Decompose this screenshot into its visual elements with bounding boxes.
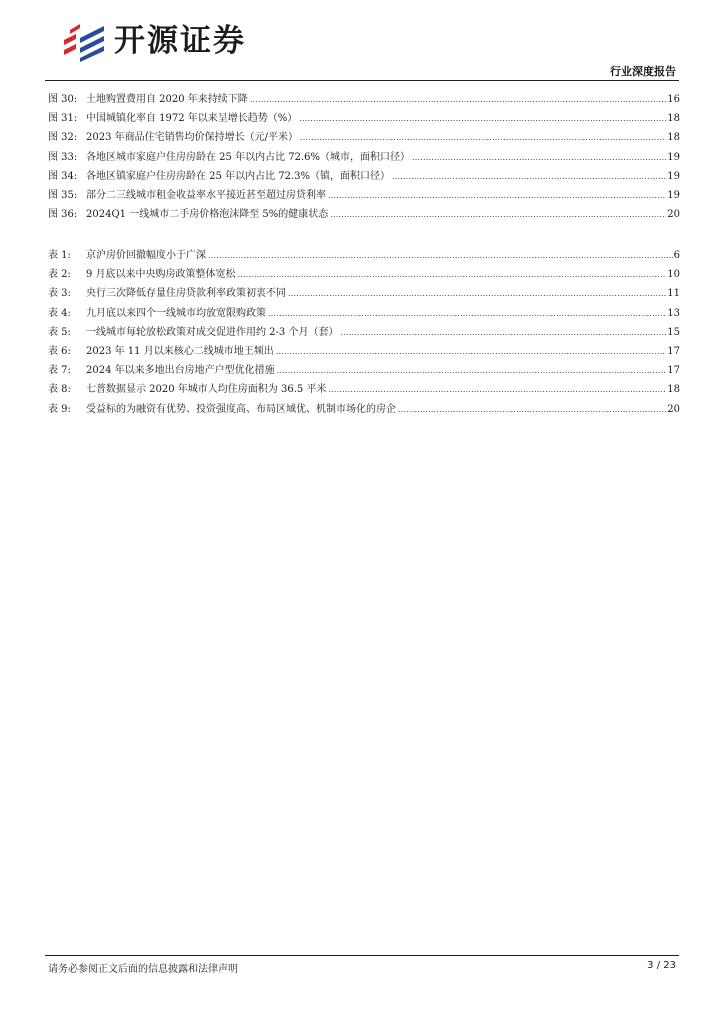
toc-entry-title: 2024Q1 一线城市二手房价格泡沫降至 5%的健康状态 bbox=[86, 209, 329, 221]
page-number: 3 / 23 bbox=[647, 960, 676, 971]
company-logo bbox=[60, 20, 246, 62]
toc-entry-page: 18 bbox=[667, 384, 680, 396]
toc-leader bbox=[268, 304, 666, 323]
toc-entry-page: 18 bbox=[667, 132, 680, 144]
toc-entry-title: 各地区镇家庭户住房房龄在 25 年以内占比 72.3%（镇，面积口径） bbox=[86, 170, 391, 182]
toc-entry[interactable] bbox=[48, 323, 680, 342]
toc-entry-label: 图 33: bbox=[48, 151, 78, 163]
toc-leader bbox=[238, 265, 667, 284]
toc-entry[interactable] bbox=[48, 186, 680, 205]
toc-entry[interactable] bbox=[48, 205, 680, 224]
toc-entry-label: 表 9: bbox=[48, 403, 71, 415]
toc-leader bbox=[392, 167, 666, 186]
toc-entry[interactable] bbox=[48, 109, 680, 128]
toc-leader bbox=[328, 186, 666, 205]
toc-entry-page: 16 bbox=[667, 94, 680, 105]
toc-entry-title: 受益标的为融资有优势、投资强度高、布局区域优、机制市场化的房企 bbox=[86, 403, 396, 415]
toc-entry-title: 9 月底以来中央购房政策整体宽松 bbox=[86, 269, 236, 281]
toc-entry-title: 2023 年 11 月以来核心二线城市地王频出 bbox=[86, 345, 274, 357]
toc-entry-page: 20 bbox=[667, 209, 680, 221]
toc-entry-label: 图 30: bbox=[48, 94, 78, 105]
toc-leader bbox=[277, 361, 667, 380]
toc-entry-page: 10 bbox=[667, 269, 680, 281]
toc-entry[interactable] bbox=[48, 342, 680, 361]
toc-entry-title: 七普数据显示 2020 年城市人均住房面积为 36.5 平米 bbox=[86, 384, 327, 396]
toc-entry-label: 图 35: bbox=[48, 189, 78, 201]
toc-leader bbox=[300, 128, 666, 147]
toc-leader bbox=[328, 380, 666, 399]
toc-leader bbox=[340, 323, 666, 342]
toc-entry-label: 表 8: bbox=[48, 384, 71, 396]
toc-entry-page: 13 bbox=[667, 307, 680, 319]
toc-leader bbox=[412, 148, 666, 167]
toc-entry[interactable] bbox=[48, 361, 680, 380]
toc-entry-title: 京沪房价回撤幅度小于广深 bbox=[86, 250, 206, 261]
report-type-label: 行业深度报告 bbox=[610, 65, 676, 78]
toc-entry-label: 图 32: bbox=[48, 132, 78, 144]
toc-entry[interactable] bbox=[48, 304, 680, 323]
toc-entry[interactable] bbox=[48, 400, 680, 419]
toc-entry-label: 图 36: bbox=[48, 209, 78, 221]
toc-entry-label: 表 3: bbox=[48, 288, 71, 300]
toc-entry-label: 图 31: bbox=[48, 113, 78, 125]
toc-entry-page: 20 bbox=[667, 403, 680, 415]
toc-entry-title: 一线城市每轮放松政策对成交促进作用约 2-3 个月（套） bbox=[86, 326, 339, 338]
toc-entry-page: 11 bbox=[667, 288, 680, 300]
toc-entry[interactable] bbox=[48, 284, 680, 303]
toc-entry-title: 部分二三线城市租金收益率水平接近甚至超过房贷利率 bbox=[86, 189, 326, 201]
toc-entry-title: 2024 年以来多地出台房地产户型优化措施 bbox=[86, 365, 275, 377]
toc-entry-page: 15 bbox=[667, 326, 680, 338]
logo-text: 开源证券 bbox=[114, 23, 246, 59]
toc-entry-page: 18 bbox=[667, 113, 680, 125]
footer-disclaimer: 请务必参阅正文后面的信息披露和法律声明 bbox=[48, 964, 238, 975]
toc-entry[interactable] bbox=[48, 128, 680, 147]
toc-entry-page: 19 bbox=[667, 151, 680, 163]
toc-leader bbox=[276, 342, 667, 361]
toc-entry[interactable] bbox=[48, 246, 680, 265]
toc-entry-label: 表 2: bbox=[48, 269, 71, 281]
toc-entry-page: 17 bbox=[667, 365, 680, 377]
toc-entry-page: 19 bbox=[667, 189, 680, 201]
table-list bbox=[48, 246, 680, 419]
toc-entry[interactable] bbox=[48, 90, 680, 109]
toc-entry-page: 19 bbox=[667, 170, 680, 182]
toc-leader bbox=[288, 284, 666, 303]
header-divider bbox=[45, 80, 679, 81]
figure-list bbox=[48, 90, 680, 224]
toc-entry[interactable] bbox=[48, 265, 680, 284]
toc-entry-label: 表 5: bbox=[48, 326, 71, 338]
toc-leader bbox=[398, 400, 666, 419]
toc-entry-title: 土地购置费用自 2020 年来持续下降 bbox=[86, 94, 248, 105]
footer-divider bbox=[45, 955, 679, 956]
toc-entry-title: 2023 年商品住宅销售均价保持增长（元/平米） bbox=[86, 132, 298, 144]
toc-entry-title: 九月底以来四个一线城市均放宽限购政策 bbox=[86, 307, 266, 319]
toc-entry-title: 央行三次降低存量住房贷款利率政策初衷不同 bbox=[86, 288, 286, 300]
toc-entry-label: 表 7: bbox=[48, 365, 71, 377]
toc-entry-label: 表 6: bbox=[48, 345, 71, 357]
toc-leader bbox=[299, 109, 666, 128]
toc-leader bbox=[330, 205, 666, 224]
logo-mark-icon bbox=[60, 20, 108, 62]
toc-entry-page: 17 bbox=[667, 345, 680, 357]
toc-entry-label: 表 4: bbox=[48, 307, 71, 319]
toc-entry-title: 各地区城市家庭户住房房龄在 25 年以内占比 72.6%（城市，面积口径） bbox=[86, 151, 411, 163]
toc-entry[interactable] bbox=[48, 167, 680, 186]
toc-entry[interactable] bbox=[48, 148, 680, 167]
toc-entry-label: 图 34: bbox=[48, 170, 78, 182]
toc-entry-page: 6 bbox=[673, 250, 680, 261]
toc-entry[interactable] bbox=[48, 380, 680, 399]
toc-leader bbox=[208, 246, 673, 265]
toc-entry-label: 表 1: bbox=[48, 250, 71, 261]
toc-entry-title: 中国城镇化率自 1972 年以来呈增长趋势（%） bbox=[86, 113, 298, 125]
toc-leader bbox=[250, 90, 666, 109]
page-header bbox=[0, 0, 724, 84]
